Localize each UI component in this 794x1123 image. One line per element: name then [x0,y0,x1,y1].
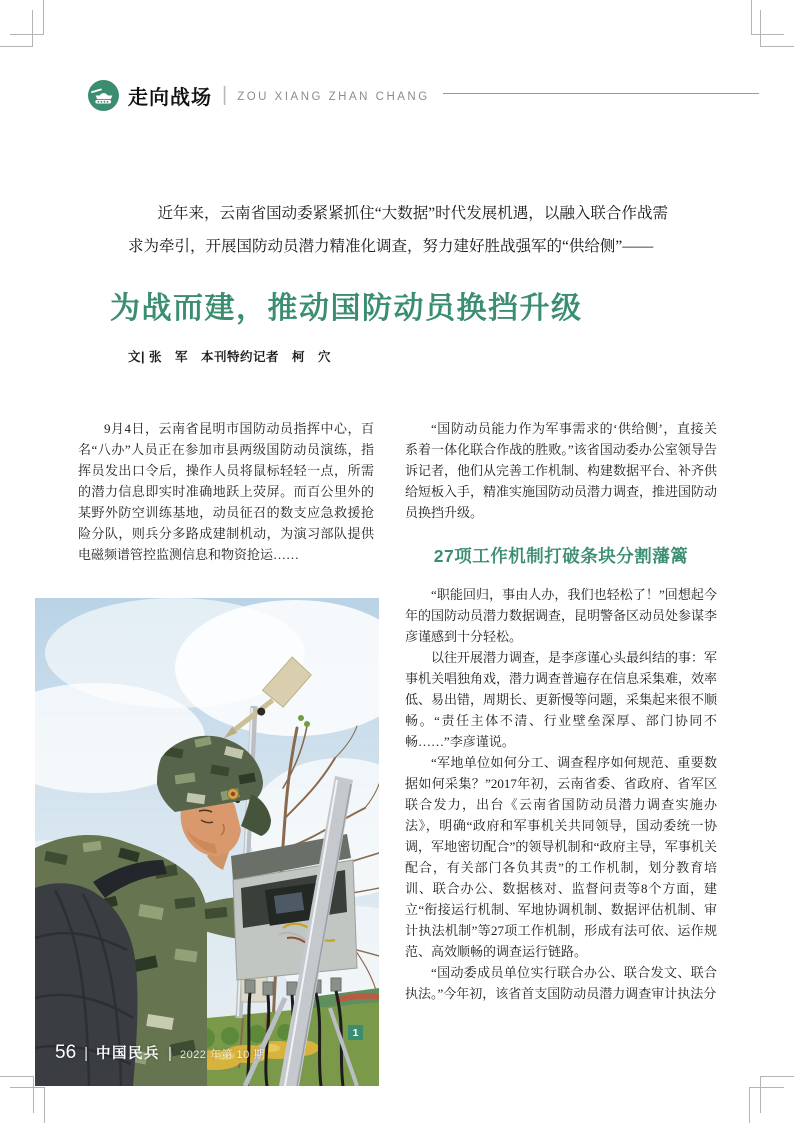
article-byline: 文| 张 军 本刊特约记者 柯 穴 [128,350,331,364]
article-intro: 近年来，云南省国动委紧紧抓住“大数据”时代发展机遇，以融入联合作战需求为牵引，开展国防动员潜力精准化调查，努力建好胜战强军的“供给侧”—— [128,205,668,255]
right-paragraph-4: “军地单位如何分工、调查程序如何规范、重要数据如何采集？”2017年初，云南省委、省政府、省军区联合发力，出台《云南省国防动员潜力调查实施办法》，明确“政府和军事机关共同领导，国动委统一协调，军地密切配合”的领导机制和“政府主导，军事机关配合，有关部门各负其责”的工作机制，划分教育培训、联合办公、数据核对、监督问责等8个方面，建立“衔接运行机制、军地协调机制、数据评估机制、审计执法机制”等27项工作机制，形成有法可依、运作规范、高效顺畅的调查运行链路。 [405,755,717,959]
left-column [78,418,374,565]
right-paragraph-1: “国防动员能力作为军事需求的‘供给侧’，直接关系着一体化联合作战的胜败。”该省国动委办公室领导告诉记者，他们从完善工作机制、构建数据平台、补齐供给短板入手，精准实施国防动员潜力调查，推进国防动员换挡升级。 [405,421,718,520]
footer-separator: | [84,1045,89,1062]
right-paragraph-2: “职能回归，事由人办，我们也轻松了！”回想起今年的国防动员潜力数据调查，昆明警备区动员处参谋李彦谨感到十分轻松。 [405,587,718,644]
section-title-en: ZOU XIANG ZHAN CHANG [237,91,430,103]
page-footer [55,1042,265,1064]
crop-mark-top-left-inner [0,10,33,47]
section-title: 走向战场 [128,87,212,109]
footer-separator: | [168,1045,172,1062]
photo-number-badge: 1 [348,1025,363,1040]
header-rule [443,93,759,94]
left-paragraph-1: 9月4日，云南省昆明市国防动员指挥中心，百名“八办”人员正在参加市县两级国防动员演练，指挥员发出口令后，操作人员将鼠标轻轻一点，所需的潜力信息即实时准确地跃上荧屏。而百公里外的某野外防空训练基地，动员征召的数支应急救援抢险分队，则兵分多路成建制机动，为演习部队提供电磁频谱管控监测信息和物资抢运…… [78,421,374,562]
crop-mark-bottom-left-inner [10,1087,45,1123]
crop-mark-bottom-right-inner [749,1087,784,1123]
section-header [88,80,430,111]
tank-icon [88,80,119,111]
article-title: 为战而建，推动国防动员换挡升级 [110,292,583,325]
issue-label: 2022 年第 10 期 [179,1049,265,1061]
right-paragraph-3: 以往开展潜力调查，是李彦谨心头最纠结的事：军事机关唱独角戏，潜力调查普遍存在信息采集难，效率低、易出错，周期长、更新慢等问题，采集起来很不顺畅。“责任主体不清、行业壁垒深厚、部门协同不畅……”李彦谨说。 [405,650,718,749]
sub-heading: 27项工作机制打破条块分割藩篱 [433,546,689,566]
right-paragraph-5: “国动委成员单位实行联合办公、联合发文、联合执法。”今年初，该省首支国防动员潜力调查审计执法分 [405,965,717,1001]
section-divider: | [222,84,228,106]
crop-mark-top-right-inner [760,10,794,47]
photo-soldier-weather-station [35,598,379,1086]
magazine-name: 中国民兵 [96,1046,161,1062]
page-number: 56 [55,1042,77,1063]
right-column [405,418,717,1004]
